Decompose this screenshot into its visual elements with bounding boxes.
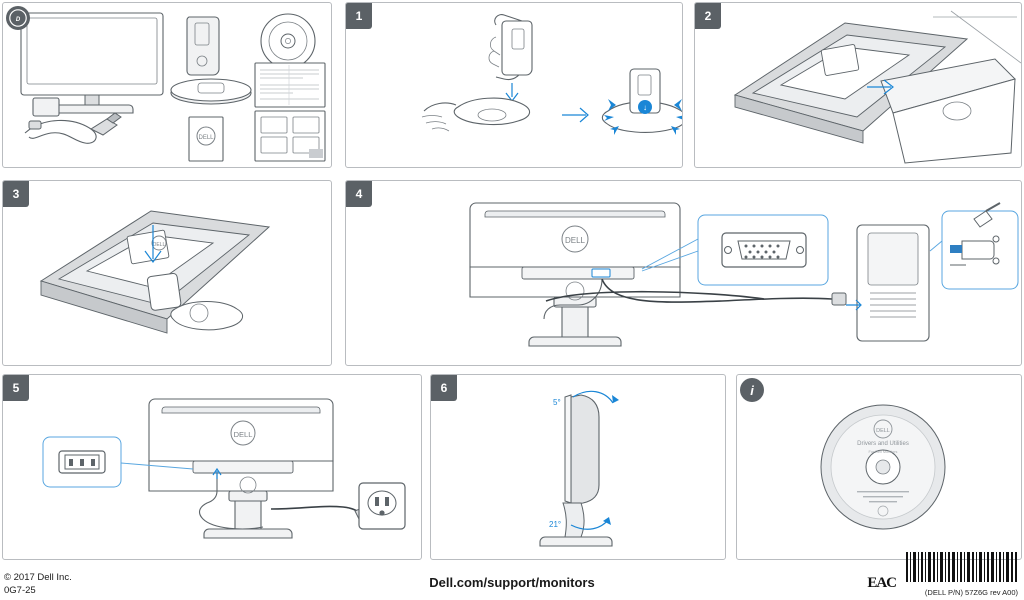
item-dell-quick-setup-guide	[189, 117, 223, 161]
item-power-cable	[25, 113, 121, 143]
item-monitor	[21, 13, 163, 116]
barcode	[906, 552, 1018, 582]
panel-step-2	[694, 2, 1022, 168]
step-5-badge: 5	[3, 375, 29, 401]
step-5-illustration	[3, 375, 422, 560]
panel-step-5	[2, 374, 422, 560]
dell-logo-badge	[6, 6, 30, 30]
step-3-badge: 3	[3, 181, 29, 207]
item-stand-riser	[187, 17, 219, 75]
disc-title: Drivers and Utilities	[857, 441, 909, 447]
svg-text:DELL: DELL	[233, 430, 253, 439]
item-drivers-disc	[261, 14, 315, 68]
step-2-illustration	[695, 3, 1022, 168]
step-1-badge: 1	[346, 3, 372, 29]
step-2-badge: 2	[695, 3, 721, 29]
step-1-illustration	[346, 3, 683, 168]
info-badge: i	[740, 378, 764, 402]
part-number-text: 0G7-25	[4, 585, 36, 597]
svg-text:D: D	[15, 17, 21, 23]
panel-box-contents	[2, 2, 332, 168]
copyright-text: © 2017 Dell Inc.	[4, 572, 72, 584]
step-4-illustration	[346, 181, 1022, 366]
step-4-badge: 4	[346, 181, 372, 207]
item-setup-diagram-sheet	[255, 111, 325, 161]
step-6-illustration	[431, 375, 726, 560]
step-6-badge: 6	[431, 375, 457, 401]
tilt-down-label: 21°	[549, 520, 562, 529]
svg-text:DELL: DELL	[876, 428, 890, 434]
support-url[interactable]: Dell.com/support/monitors	[429, 575, 595, 590]
svg-text:DELL: DELL	[198, 135, 214, 141]
panel-step-1	[345, 2, 683, 168]
tilt-up-label: 5°	[553, 398, 561, 407]
svg-text:DELL: DELL	[152, 242, 166, 248]
disc-subtitle: For Dell Monitors	[868, 450, 898, 454]
panel-step-4	[345, 180, 1022, 366]
item-stand-base	[171, 79, 251, 104]
item-safety-regulatory-doc	[255, 63, 325, 107]
step-3-illustration	[3, 181, 332, 366]
drivers-disc-illustration	[737, 375, 1022, 560]
eac-mark: EAC	[867, 575, 896, 591]
svg-text:↓: ↓	[643, 103, 647, 112]
barcode-label: (DELL P/N) 57Z6G rev A00)	[924, 588, 1018, 597]
panel-step-6	[430, 374, 726, 560]
panel-info-disc	[736, 374, 1022, 560]
contents-illustration	[3, 3, 332, 168]
svg-text:DELL: DELL	[564, 236, 586, 245]
panel-step-3	[2, 180, 332, 366]
